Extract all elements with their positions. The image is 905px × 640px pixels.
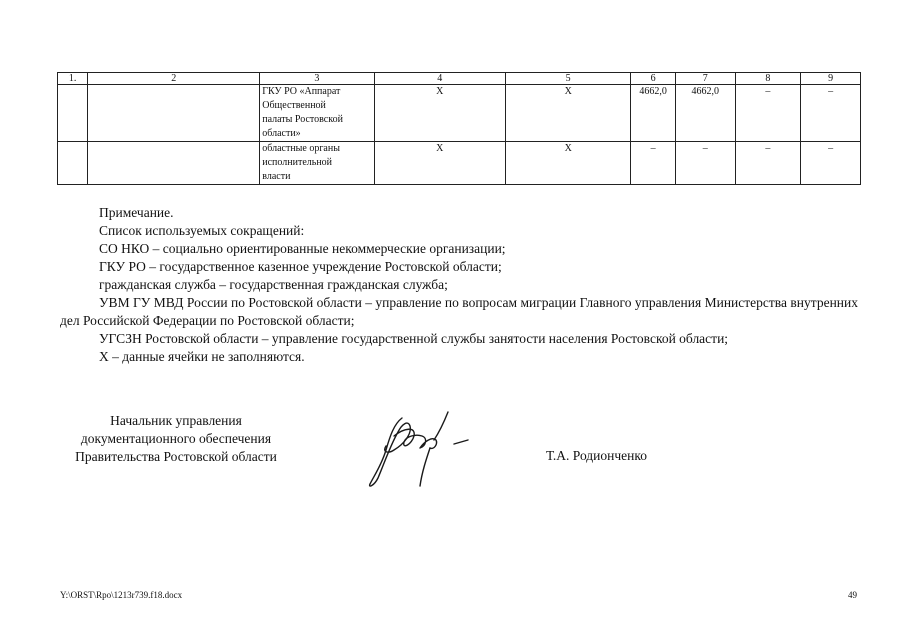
org-line: областные органы — [262, 143, 340, 154]
header-cell: 2 — [88, 73, 260, 85]
table-cell: Х — [374, 85, 505, 142]
table-cell: – — [801, 85, 861, 142]
org-line: ГКУ РО «Аппарат — [262, 86, 341, 97]
note-line: СО НКО – социально ориентированные некоммерческие организации; — [99, 241, 506, 256]
header-cell: 6 — [631, 73, 675, 85]
org-line: палаты Ростовской — [262, 114, 343, 125]
note-line: Х – данные ячейки не заполняются. — [99, 349, 305, 364]
table-row — [58, 142, 861, 185]
note-line: УВМ ГУ МВД России по Ростовской области – управление по вопросам миграции Главного управления Министерства внутренних дел Российской Федерации по Ростовской области; — [60, 295, 858, 328]
org-line: области» — [262, 128, 301, 139]
page-number: 49 — [848, 590, 857, 600]
header-cell: 9 — [801, 73, 861, 85]
org-line: исполнительной — [262, 157, 333, 168]
notes-section — [60, 204, 858, 366]
table-cell: 4662,0 — [631, 85, 675, 142]
organization-cell — [260, 85, 374, 142]
note-line: ГКУ РО – государственное казенное учреждение Ростовской области; — [99, 259, 502, 274]
signatory-title-line: Правительства Ростовской области — [75, 449, 277, 464]
signatory-title-line: Начальник управления — [110, 413, 242, 428]
header-cell: 3 — [260, 73, 374, 85]
table-cell — [58, 85, 88, 142]
header-cell: 4 — [374, 73, 505, 85]
table-cell — [88, 142, 260, 185]
org-line: Общественной — [262, 100, 326, 111]
signatory-name: Т.А. Родионченко — [546, 448, 647, 463]
note-line: УГСЗН Ростовской области – управление государственной службы занятости населения Ростовской области; — [99, 331, 729, 346]
organization-cell — [260, 142, 374, 185]
signatory-title-line: документационного обеспечения — [80, 431, 272, 446]
table-header-row — [58, 73, 861, 85]
table-cell: Х — [505, 142, 630, 185]
header-cell: 1. — [58, 73, 88, 85]
table-cell: – — [631, 142, 675, 185]
table-cell: – — [735, 85, 801, 142]
table-cell — [88, 85, 260, 142]
org-line: власти — [262, 171, 291, 182]
table-cell: – — [675, 142, 735, 185]
header-cell: 7 — [675, 73, 735, 85]
table-cell: 4662,0 — [675, 85, 735, 142]
note-line: Список используемых сокращений: — [99, 223, 305, 238]
table-cell: Х — [505, 85, 630, 142]
table-cell: Х — [374, 142, 505, 185]
table-cell: – — [735, 142, 801, 185]
note-line: гражданская служба – государственная гражданская служба; — [99, 277, 448, 292]
data-table — [57, 72, 861, 185]
table-row — [58, 85, 861, 142]
signatory-title — [60, 412, 292, 466]
note-heading: Примечание. — [99, 205, 174, 220]
table-cell — [58, 142, 88, 185]
file-path: Y:\ORST\Rpo\1213r739.f18.docx — [60, 590, 183, 600]
header-cell: 8 — [735, 73, 801, 85]
header-cell: 5 — [505, 73, 630, 85]
handwritten-signature — [364, 406, 474, 492]
table-cell: – — [801, 142, 861, 185]
